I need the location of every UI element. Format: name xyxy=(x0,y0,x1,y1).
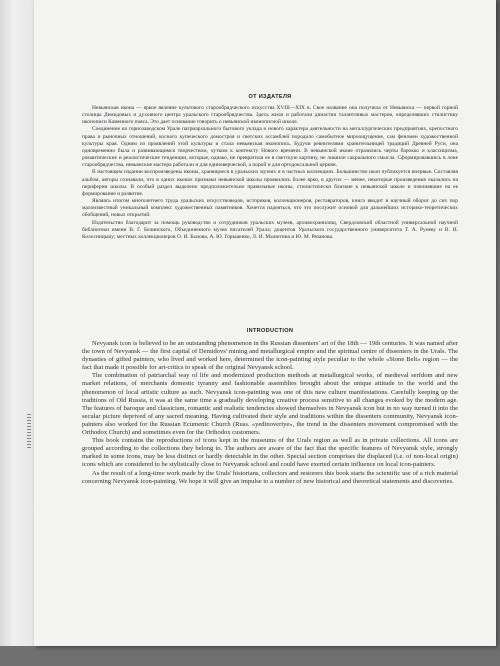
russian-heading: ОТ ИЗДАТЕЛЯ xyxy=(248,94,292,100)
russian-paragraph-3: В настоящем издании воспроизведены иконы, хранящиеся в уральских музеях и в частных коллекциях. Большинство икон публикуется впервые. Составляя альбом, авторы сознавали, что в одних иконах признаки невьянской школы проявились более ярко, в других — менее, некоторые произведения оказались на периферии школы. В особый раздел выделено предположительно правильные иконы, стилистически близкие к невьянской школе и повлиявшие на ее формирование и развитие. xyxy=(82,169,458,197)
english-heading: INTRODUCTION xyxy=(246,328,294,334)
english-paragraph-2: The combination of patriarchal way of life and modernized production methods at metallurgical works, of medieval serfdom and new market relations, of merchants domestic tyranny and fashionable assemblies brought about the unique attitude to the world and the phenomenon of local artistic culture as such. Nevyansk icon-painting was one of this new culture manifestations. Carefully keeping up the traditions of Old Russia, it was at the same time a gradually developing creative process sensitive to all changes evoked by the modern age. The features of baroque and classicism, romantic and realistic tendencies showed themselves in Nevyansk icon but in no way turned it into the secular picture deprived of any sacred meaning. Having cultivated their style and traditions within the dissenters community, Nevyansk icon-painters also worked for the Russian Ecumenic Church (Russ. «yedinoveriye», the trend in the dissenters movement compromised with the Orthodox Church) and sometimes even for the Orthodox customers. xyxy=(82,372,458,437)
binding-mark xyxy=(27,414,31,450)
english-paragraph-3: This book contains the reproductions of icons kept in the museums of the Urals region as well as in private collections. All icons are grouped according to the collections they belong to. The authors are aware of the fact that the specific features of Nevyansk style, strongly marked in some icons, may be less distinct or hardly detectable in the other. Special section comprises the displaced (i.e. of non-local origin) icons which are considered to be stylistically close to Nevyansk school and could have exerted certain influence on local icon-painters. xyxy=(82,437,458,469)
russian-paragraph-2: Соединение на горнозаводском Урале патриархального бытового уклада и нового характера деятельности на металлургических предприятиях, крепостного права и рыночных отношений, косного купеческого домостроя и светских ассамблей породило самобытное мироощущение, сам феномен художественной культуры края. Одним из проявлений этой культуры и стала невьянская иконопись. Будучи ревнителями хранительницей традиций Древней Руси, она одновременно была и развивающимся творчеством, чутким к контексту Нового времени. В невьянской иконе отразились черты барокко и классицизма, романтические и реалистические тенденции, которые, однако, не превратили ее в светскую картину, не лишили сакрального смысла. Сформировавшись в лоне старообрядчества, невьянские мастера работали и для единоверческой, а порой и для ортодоксальной церкви. xyxy=(82,126,458,169)
english-introduction-section xyxy=(82,328,458,486)
book-page xyxy=(34,0,496,646)
russian-paragraph-5: Издательство благодарит за помощь руководство и сотрудников уральских музеев, архивохранилищ, Свердловской областной универсальной научной библиотеки имени В. Г. Белинского, Объединенного музея писателей Урала; доцентов Уральского государственного университета Т. А. Руневу и В. И. Колосницыну; местных коллекционеров О. И. Бызова, А. Ю. Горьшенко, Л. И. Малютина и Ю. М. Рязанова. xyxy=(82,219,458,240)
english-paragraph-1: Nevyansk icon is believed to be an outstanding phenomenon in the Russian dissenters' art of the 18th — 19th centuries. It was named after the town of Nevyansk — the first capital of Demidovs' mining and metallurgical empire and the spiritual centre of dissenters in the Urals. The dynasties of gifted painters, who lived and worked here, determined the icon-painting style peculiar to the whole «Stone Belt» region — the fact that made it possible for art-critics to speak of the original Nevyansk school. xyxy=(82,340,458,372)
russian-paragraph-4: Являясь итогом многолетнего труда уральских искусствоведов, историков, коллекционеров, реставраторов, книга вводит в научный оборот до сих пор малоизвестный уникальный комплекс художественных памятников. Хочется надеяться, что это послужит основой для дальнейших историко-теоретических обобщений, новых открытий. xyxy=(82,198,458,219)
russian-foreword-section xyxy=(82,94,458,241)
english-paragraph-4: As the result of a long-time work made by the Urals' historians, collectors and restorers this book starts the scientific use of a rich material concerning Nevyansk icon-painting. We hope it will give an impulse to a number of new historical and theoretical statements and discoveries. xyxy=(82,469,458,485)
facing-page-edge xyxy=(0,0,35,646)
russian-paragraph-1: Невьянская икона — яркое явление культового старообрядческого искусства XVIII—XIX в. Свое название она получила от Невьянска — первой горной столицы Демидовых и духовного центра уральского старообрядчества. Здесь жили и работали династии талантливых мастеров, определявших стилистику иконописи Каменного пояса. Это дает основание говорить о невьянской иконописной школе. xyxy=(82,105,458,126)
